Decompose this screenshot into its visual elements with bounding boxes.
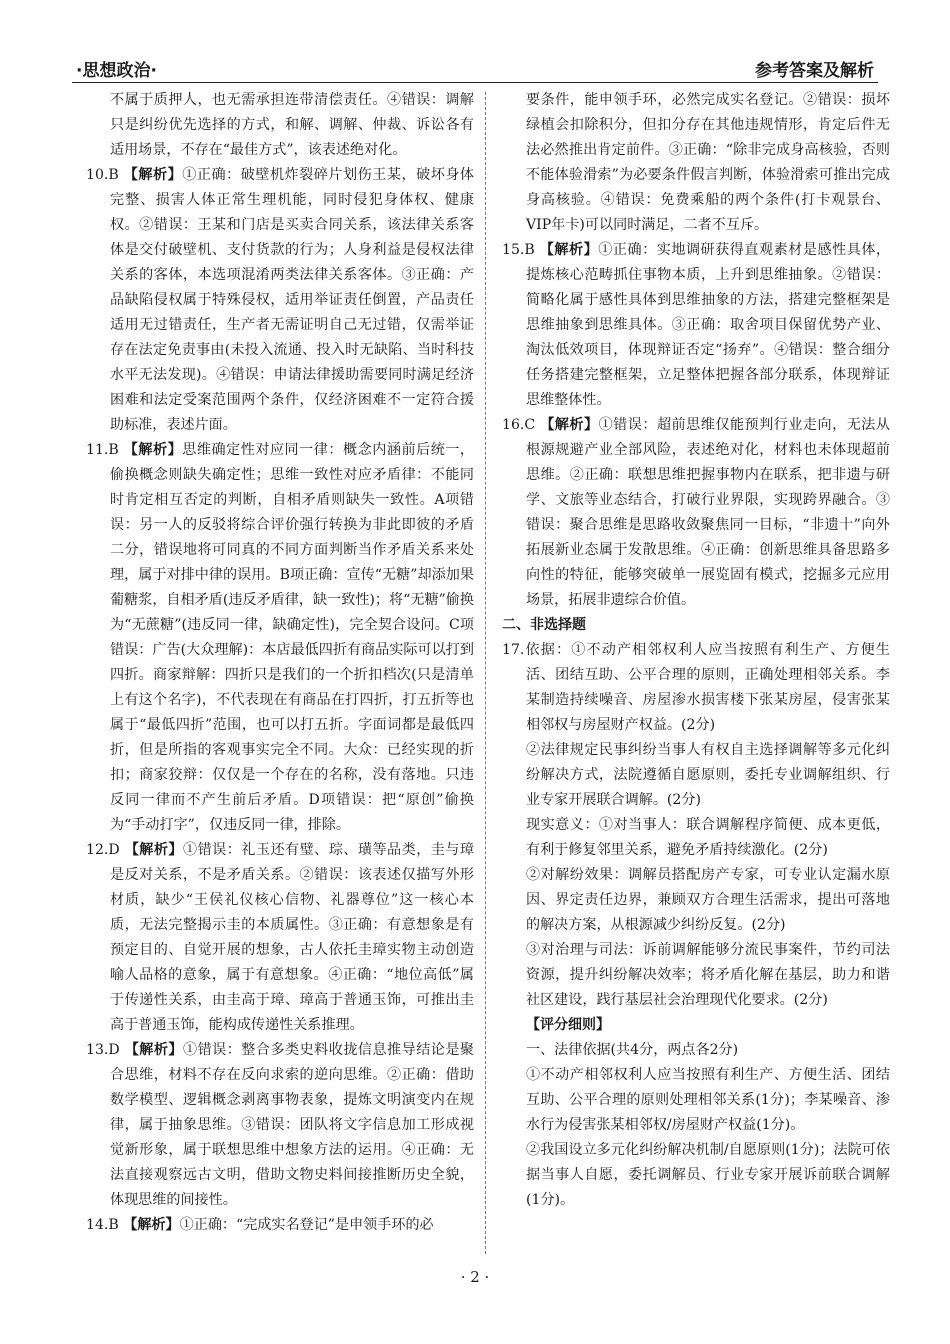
page-number: · 2 · bbox=[460, 1268, 490, 1286]
answer-text: ①正确：“完成实名登记”是申领手环的必 bbox=[179, 1217, 434, 1233]
answer-number: 13.D bbox=[86, 1042, 120, 1058]
scoring-paragraph: ②我国设立多元化纠纷解决机制/自愿原则(1分)；法院可依据当事人自愿，委托调解员、行业专家开展诉前联合调解(1分)。 bbox=[526, 1142, 890, 1208]
answer-10 bbox=[86, 163, 474, 438]
answer-16 bbox=[502, 413, 890, 613]
answer-text: 思维确定性对应同一律：概念内涵前后统一，偷换概念则缺失确定性；思维一致性对应矛盾律：不能同时肯定相互否定的判断，自相矛盾则缺失一致性。A项错误：另一人的反驳将综合评价强行转换为非此即彼的矛盾二分，错误地将可同真的不同方面判断当作矛盾关系来处理，属于对排中律的误用。B项正确：宣传“无糖”却添加果葡糖浆，自相矛盾(违反矛盾律，缺一致性)；将“无糖”偷换为“无蔗糖”(违反同一律，缺确定性)，完全契合设问。C项错误：广告(大众理解)：本店最低四折有商品实际可以打到四折。商家辩解：四折只是我们的一个折扣档次(只是清单上有这个名字)，不代表现在有商品在打四折，打五折等也属于“最低四折”范围，也可以打五折。字面词都是最低四折，但是所指的客观事实完全不同。大众：已经实现的折扣；商家狡辩：仅仅是一个存在的名称，没有落地。只违反同一律而不产生前后矛盾。D项错误：把“原创”偷换为“手动打字”，仅违反同一律，排除。 bbox=[110, 442, 475, 833]
analysis-tag: 【解析】 bbox=[123, 442, 183, 458]
right-column bbox=[502, 88, 890, 1213]
answer-number: 10.B bbox=[86, 167, 119, 183]
answer-number: 16.C bbox=[502, 417, 536, 433]
continued-text: 不属于质押人，也无需承担连带清偿责任。④错误：调解只是纠纷优先选择的方式，和解、调解、仲裁、诉讼各有适用场景，不存在“最佳方式”，该表述绝对化。 bbox=[110, 92, 474, 158]
scoring-paragraph: 一、法律依据(共4分，两点各2分) bbox=[526, 1042, 739, 1058]
answer-number: 11.B bbox=[86, 442, 119, 458]
answer-text: 依据：①不动产相邻权利人应当按照有利生产、方便生活、团结互助、公平合理的原则，正确处理相邻关系。李某制造持续噪音、房屋渗水损害楼下张某房屋，侵害张某相邻权与房屋财产权益。(2分) bbox=[524, 642, 890, 733]
answer-text: ①正确：破壁机炸裂碎片划伤王某，破坏身体完整、损害人体正常生理机能，同时侵犯身体权、健康权。②错误：王某和门店是买卖合同关系，该法律关系客体是交付破壁机、支付货款的行为；人身利益是侵权法律关系的客体，本选项混淆两类法律关系客体。③正确：产品缺陷侵权属于特殊侵权，适用举证责任倒置，产品责任适用无过错责任，生产者无需证明自己无过错，仅需举证存在法定免责事由(未投入流通、投入时无缺陷、当时科技水平无法发现)。④错误：申请法律援助需要同时满足经济困难和法定受案范围两个条件，仅经济困难不一定符合援助标准，表述片面。 bbox=[110, 167, 475, 433]
scoring-paragraph: ①不动产相邻权利人应当按照有利生产、方便生活、团结互助、公平合理的原则处理相邻关系(1分)；李某噪音、渗水行为侵害张某相邻权/房屋财产权益(1分)。 bbox=[526, 1067, 890, 1133]
left-column bbox=[86, 88, 474, 1238]
analysis-tag: 【解析】 bbox=[123, 1217, 180, 1233]
answer-text: ①错误：超前思维仅能预判行业走向，无法从根源规避产业全部风险，表述绝对化，材料也未体现超前思维。②正确：联想思维把握事物内在联系，把非遗与研学、文旅等业态结合，打破行业界限，实现跨界融合。③错误：聚合思维是思路收敛聚焦同一目标，“非遗十”向外拓展新业态属于发散思维。④正确：创新思维具备思路多向性的特征，能够突破单一展览固有模式，挖掘多元应用场景，拓展非遗综合价值。 bbox=[526, 417, 891, 608]
answer-paragraph: 现实意义：①对当事人：联合调解程序简便、成本更低，有利于修复邻里关系，避免矛盾持续激化。(2分) bbox=[526, 817, 890, 858]
answer-paragraph: ②对解纷效果：调解员搭配房产专家，可专业认定漏水原因、界定责任边界，兼顾双方合理生活需求，提出可落地的解决方案，从根源减少纠纷反复。(2分) bbox=[526, 867, 890, 933]
answer-paragraph: ②法律规定民事纠纷当事人有权自主选择调解等多元化纠纷解决方式，法院遵循自愿原则，委托专业调解组织、行业专家开展联合调解。(2分) bbox=[526, 742, 890, 808]
analysis-tag: 【解析】 bbox=[123, 167, 183, 183]
answer-number: 12.D bbox=[86, 842, 120, 858]
answer-number: 15.B bbox=[502, 242, 535, 258]
page-header bbox=[72, 52, 878, 83]
answer-paragraph: ③对治理与司法：诉前调解能够分流民事案件，节约司法资源，提升纠纷解决效率；将矛盾化解在基层，助力和谐社区建设，践行基层社会治理现代化要求。(2分) bbox=[526, 942, 890, 1008]
subject-label: ·思想政治· bbox=[76, 61, 157, 81]
answer-12 bbox=[86, 838, 474, 1038]
answer-15 bbox=[502, 238, 890, 413]
section-heading: 二、非选择题 bbox=[502, 617, 586, 633]
answer-14 bbox=[86, 1213, 474, 1238]
scoring-heading: 【评分细则】 bbox=[526, 1017, 610, 1033]
answer-text: ①错误：礼玉还有璧、琮、璜等品类，圭与璋是反对关系，不是矛盾关系。②错误：该表述仅描写外形材质，缺少“王侯礼仪核心信物、礼器尊位”这一核心本质，无法完整揭示圭的本质属性。③正确：有意想象是有预定目的、自觉开展的想象，古人依托圭璋实物主动创造喻人品格的意象，属于有意想象。④正确：“地位高低”属于传递性关系，由圭高于璋、璋高于普通玉饰，可推出圭高于普通玉饰，能构成传递性关系推理。 bbox=[110, 842, 475, 1033]
analysis-tag: 【解析】 bbox=[540, 417, 599, 433]
column-divider bbox=[485, 92, 486, 1254]
answer-number: 14.B bbox=[86, 1217, 119, 1233]
answer-text: ①正确：实地调研获得直观素材是感性具体，提炼核心范畴抓住事物本质，上升到思维抽象。②错误：简略化属于感性具体到思维抽象的方法，搭建完整框架是思维抽象到思维具体。③正确：取舍项目保留优势产业、淘汰低效项目，体现辩证否定“扬弃”。④错误：整合细分任务搭建完整框架，立足整体把握各部分联系，体现辩证思维整体性。 bbox=[526, 242, 891, 408]
header-title: 参考答案及解析 bbox=[755, 61, 874, 81]
continued-text: 要条件，能申领手环，必然完成实名登记。②错误：损坏绿植会扣除积分，但扣分存在其他违规情形，肯定后件无法必然推出肯定前件。③正确：“除非完成身高核验，否则不能体验滑索”为必要条件假言判断，体验滑索可推出完成身高核验。④错误：免费乘船的两个条件(打卡观景台、VIP年卡)可以同时满足，二者不互斥。 bbox=[526, 92, 890, 233]
analysis-tag: 【解析】 bbox=[124, 842, 183, 858]
analysis-tag: 【解析】 bbox=[124, 1042, 183, 1058]
answer-number: 17. bbox=[502, 642, 525, 658]
answer-13 bbox=[86, 1038, 474, 1213]
answer-11 bbox=[86, 438, 474, 838]
answer-text: ①错误：整合多类史料收拢信息推导结论是聚合思维，材料不存在反向求索的逆向思维。②正确：借助数学模型、逻辑概念剥离事物表象，提炼文明演变内在规律，属于抽象思维。③错误：团队将文字信息加工形成视觉新形象，属于联想思维中想象方法的运用。④正确：无法直接观察远古文明，借助文物史料间接推断历史全貌，体现思维的间接性。 bbox=[110, 1042, 475, 1208]
analysis-tag: 【解析】 bbox=[539, 242, 599, 258]
answer-17 bbox=[502, 638, 890, 738]
